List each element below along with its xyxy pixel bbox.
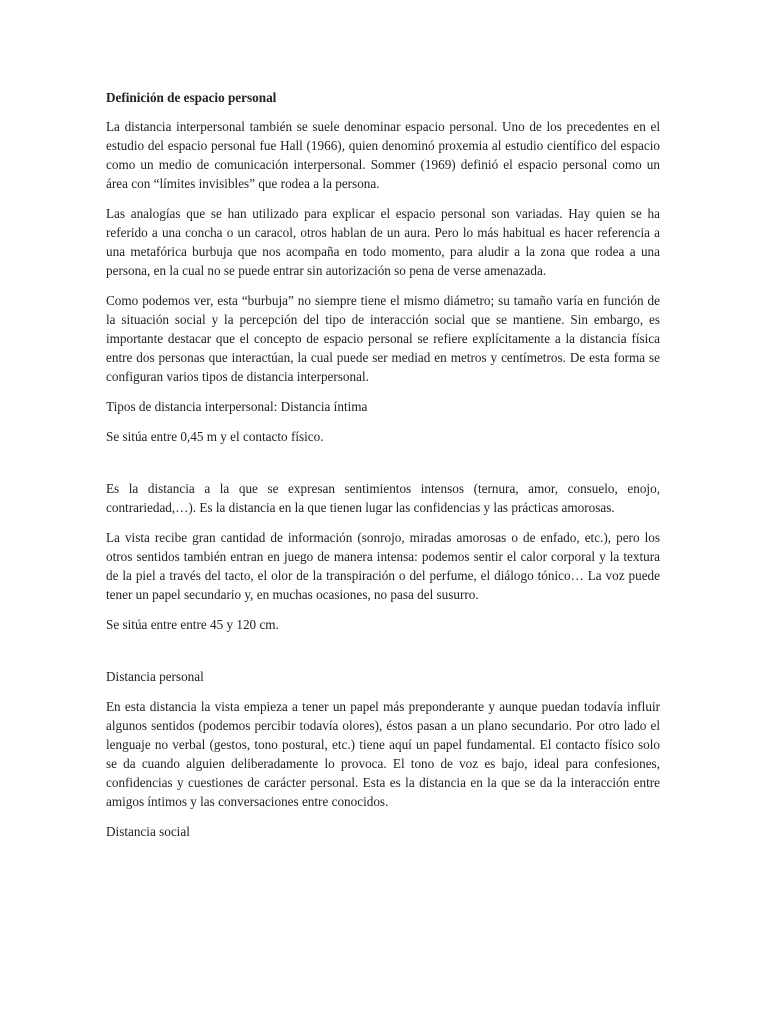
document-title: Definición de espacio personal xyxy=(106,90,277,105)
heading-social-distance: Distancia social xyxy=(106,824,190,839)
paragraph-intimate-senses: La vista recibe gran cantidad de información (sonrojo, miradas amorosas o de enfado, etc.), pero los otros sentidos también entran en juego de manera intensa: podemos sentir el calor corporal y la textura de la piel a través del tacto, el olor de la transpiración o del perfume, el diálogo tónico… La voz puede tener un papel secundario y, en muchas ocasiones, no pasa del susurro. xyxy=(106,530,660,602)
paragraph-intimate-range: Se sitúa entre 0,45 m y el contacto físico. xyxy=(106,429,324,444)
paragraph-personal-range: Se sitúa entre entre 45 y 120 cm. xyxy=(106,617,279,632)
heading-personal-distance: Distancia personal xyxy=(106,669,204,684)
heading-intimate-distance: Tipos de distancia interpersonal: Distancia íntima xyxy=(106,399,368,414)
paragraph-analogies: Las analogías que se han utilizado para explicar el espacio personal son variadas. Hay quien se ha referido a una concha o un caracol, otros hablan de un aura. Pero lo más habitual es hacer referencia a una metafórica burbuja que nos acompaña en todo momento, para aludir a la zona que rodea a una persona, en la cual no se puede entrar sin autorización so pena de verse amenazada. xyxy=(106,206,660,278)
paragraph-personal-description: En esta distancia la vista empieza a tener un papel más preponderante y aunque puedan todavía influir algunos sentidos (podemos percibir todavía olores), éstos pasan a un plano secundario. Por otro lado el lenguaje no verbal (gestos, tono postural, etc.) tiene aquí un papel fundamental. El contacto físico solo se da cuando alguien deliberadamente lo provoca. El tono de voz es bajo, ideal para confesiones, confidencias y cuestiones de carácter personal. Esta es la distancia en la que se da la interacción entre amigos íntimos y las conversaciones entre conocidos. xyxy=(106,699,660,809)
paragraph-intimate-feelings: Es la distancia a la que se expresan sentimientos intensos (ternura, amor, consuelo, enojo, contrariedad,…). Es la distancia en la que tienen lugar las confidencias y las prácticas amorosas. xyxy=(106,481,660,515)
paragraph-bubble: Como podemos ver, esta “burbuja” no siempre tiene el mismo diámetro; su tamaño varía en función de la situación social y la percepción del tipo de interacción social que se mantiene. Sin embargo, es importante destacar que el concepto de espacio personal se refiere explícitamente a la distancia física entre dos personas que interactúan, la cual puede ser mediad en metros y centímetros. De esta forma se configuran varios tipos de distancia interpersonal. xyxy=(106,293,660,384)
paragraph-definition: La distancia interpersonal también se suele denominar espacio personal. Uno de los precedentes en el estudio del espacio personal fue Hall (1966), quien denominó proxemia al estudio científico del espacio como un medio de comunicación interpersonal. Sommer (1969) definió el espacio personal como un área con “límites invisibles” que rodea a la persona. xyxy=(106,119,660,191)
document-page xyxy=(106,88,660,852)
